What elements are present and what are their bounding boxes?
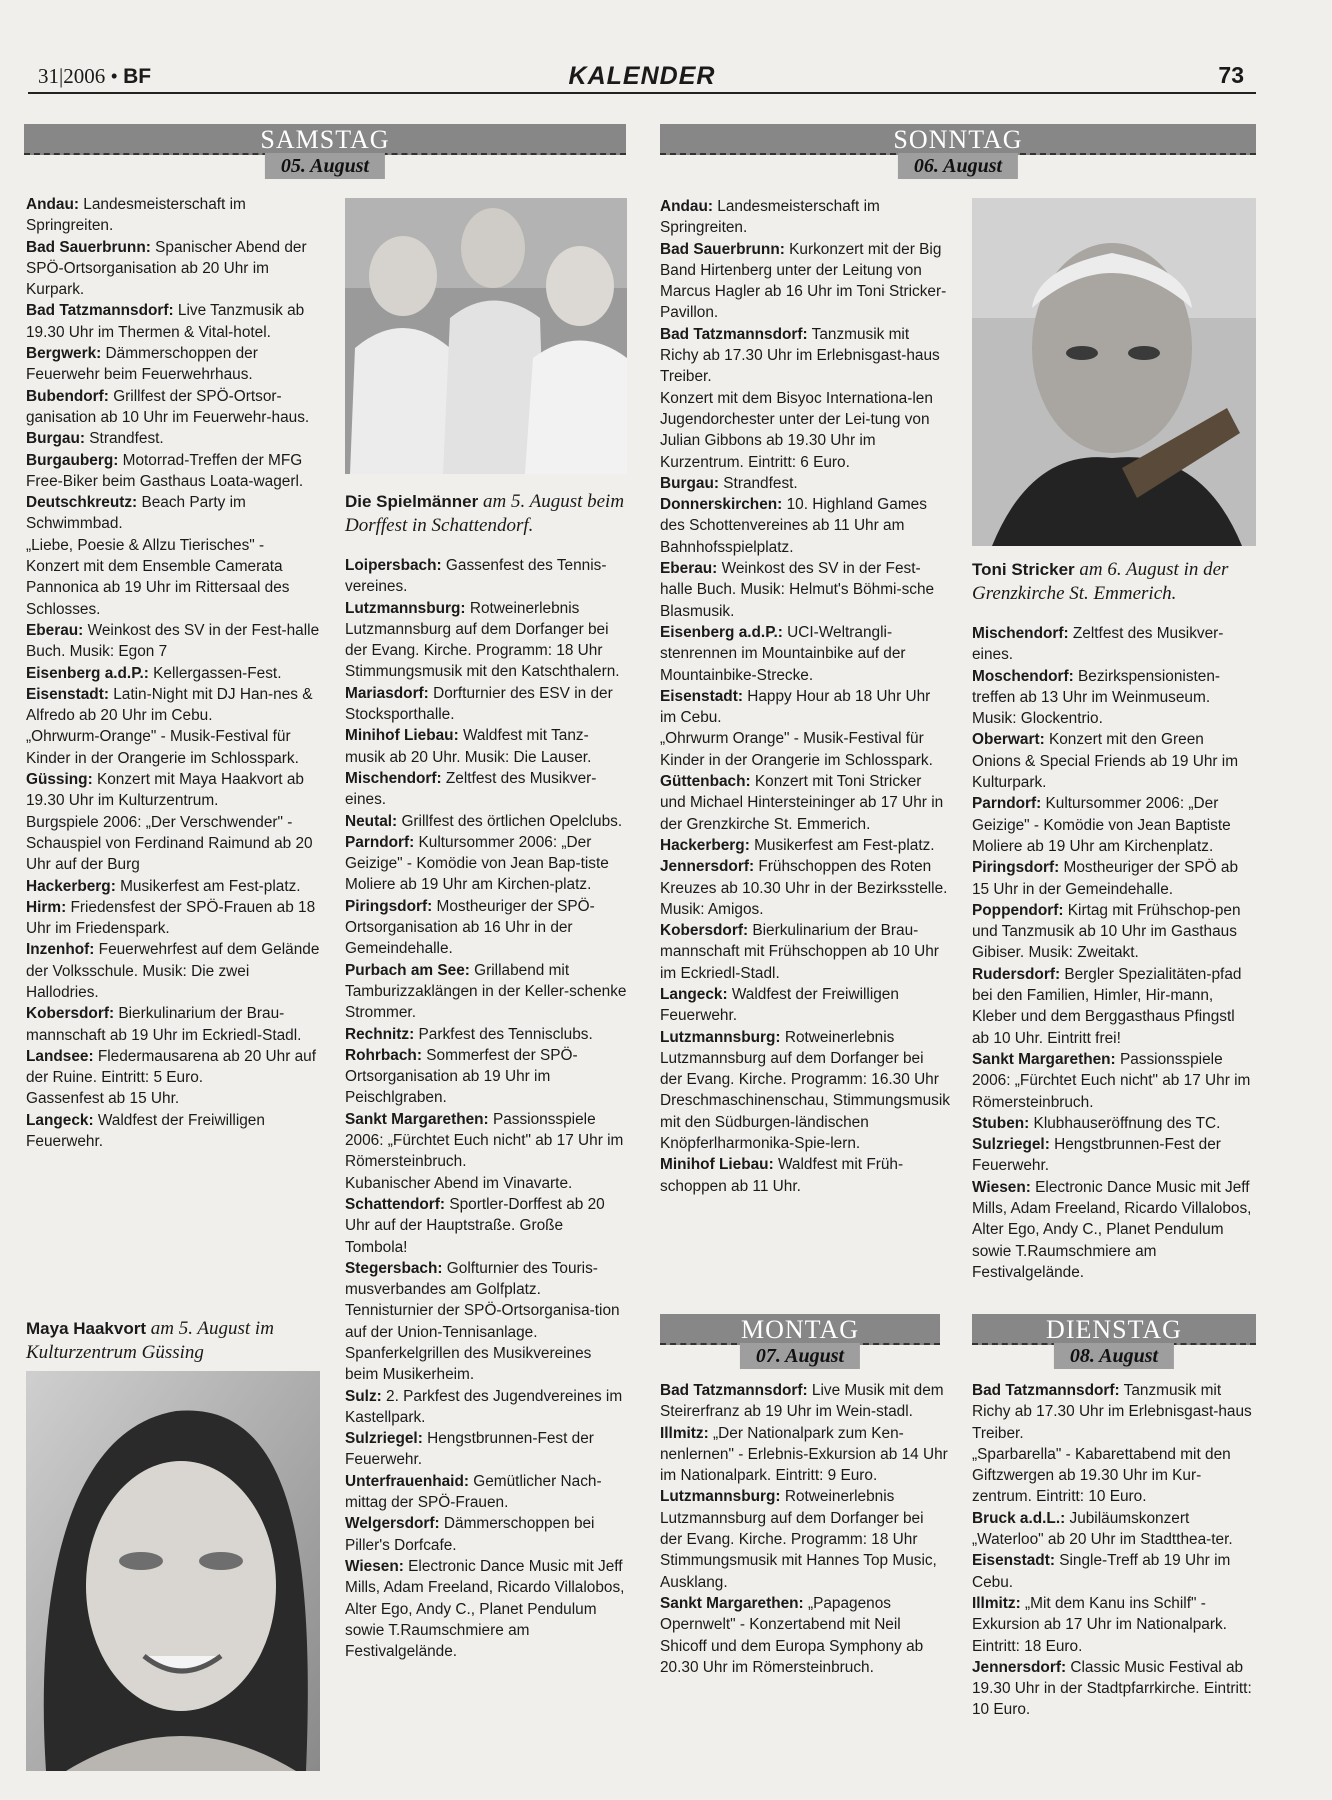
event-entry [972,793,1256,857]
event-text: Live Musik mit dem Steirerfranz ab 19 Uhr im Wein-stadl. [660,1382,944,1421]
place-name: Burgauberg: [26,451,119,469]
place-name: Rechnitz: [345,1025,415,1043]
event-entry [345,555,627,598]
event-entry [345,896,627,960]
event-text: Dämmerschoppen bei Piller's Dorfcafe. [345,1515,595,1554]
event-text: Classic Music Festival ab 19.30 Uhr in der Stadtpfarrkirche. Eintritt: 10 Euro. [972,1658,1252,1719]
event-text: Passionsspiele 2006: „Fürchtet Euch nicht" ab 17 Uhr im Römersteinbruch. [345,1110,624,1171]
page-header [28,58,1256,94]
day-heading-dienstag [972,1314,1256,1372]
event-entry [660,324,950,388]
event-text: Landesmeisterschaft im Springreiten. [26,196,246,235]
event-text: Musikerfest am Fest-platz. [749,836,935,854]
event-text: Sportler-Dorffest ab 20 Uhr auf der Hauptstraße. Große Tombola! [345,1195,605,1256]
place-name: Deutschkreutz: [26,494,138,512]
event-entry [345,725,627,768]
event-entry [660,1027,950,1155]
montag-column [660,1380,950,1678]
event-text: Gassenfest des Tennis-vereines. [345,557,607,596]
event-entry [660,558,950,622]
event-text: Burgspiele 2006: „Der Verschwender" - Schauspiel von Ferdinand Raimund ab 20 Uhr auf der Burg [26,813,313,874]
day-heading-sonntag [660,124,1256,182]
event-text: Waldfest der Freiwilligen Feuerwehr. [660,985,899,1025]
event-entry [26,812,320,876]
place-name: Kobersdorf: [26,1005,115,1023]
page-number: 73 [1218,62,1244,88]
place-name: Parndorf: [345,833,415,851]
place-name: Bubendorf: [26,387,109,405]
caption-maya-haakvort: Maya Haakvort am 5. August im Kulturzentrum Güssing [26,1318,274,1363]
place-name: Minihof Liebau: [345,727,459,745]
place-name: Jennersdorf: [972,1658,1067,1676]
event-text: Friedensfest der SPÖ-Frauen ab 18 Uhr im Friedenspark. [26,898,316,938]
event-text: Feuerwehrfest auf dem Gelände der Volksschule. Musik: Die zwei Hallodries. [26,941,320,1001]
event-entry [972,666,1256,730]
event-entry [345,1386,627,1429]
event-text: Grillabend mit Tamburizzaklängen in der Keller-schenke Strommer. [345,961,627,1022]
place-name: Kobersdorf: [660,922,749,940]
event-entry [972,1508,1256,1551]
portrait-image [26,1371,320,1771]
event-text: Latin-Night mit DJ Han-nes & Alfredo ab 20 Uhr im Cebu. [26,685,313,725]
event-entry [26,620,320,663]
day-heading-montag [660,1314,940,1372]
event-entry [660,920,950,984]
event-text: Fledermausarena ab 20 Uhr auf der Ruine. Eintritt: 5 Euro. [26,1047,317,1087]
event-text: Gemütlicher Nach-mittag der SPÖ-Frauen. [345,1472,602,1512]
event-entry [660,984,950,1027]
place-name: Unterfrauenhaid: [345,1472,469,1490]
event-text: Tennisturnier der SPÖ-Ortsorganisa-tion auf der Union-Tennisanlage. [345,1302,620,1341]
event-text: Weinkost des SV in der Fest-halle Buch. Musik: Helmut's Böhmi-sche Blasmusik. [660,560,935,620]
place-name: Sankt Margarethen: [345,1110,489,1128]
event-text: Strandfest. [719,474,798,492]
event-entry [972,1550,1256,1593]
place-name: Bergwerk: [26,345,102,363]
caption-toni-stricker: Toni Stricker am 6. August in der Grenzkirche St. Emmerich. [972,559,1229,604]
event-text: Grillfest des örtlichen Opelclubs. [397,812,623,830]
place-name: Hackerberg: [26,877,116,895]
place-name: Mischendorf: [972,625,1069,642]
caption-spielmaenner: Die Spielmänner am 5. August beim Dorffest in Schattendorf. [345,491,625,536]
event-text: Single-Treff ab 19 Uhr im Cebu. [972,1552,1231,1591]
day-name: MONTAG [740,1315,860,1344]
event-text: Zeltfest des Musikver-eines. [345,769,597,809]
event-entry [26,876,320,897]
event-entry [660,771,950,835]
event-text: Kirtag mit Frühschop-pen und Tanzmusik ab 10 Uhr im Gasthaus Gibiser. Musik: Zweitakt. [972,901,1241,962]
event-entry [660,1593,950,1678]
event-text: Rotweinerlebnis Lutzmannsburg auf dem Dorfanger bei der Evang. Kirche. Programm: 18 Uhr Stimmungsmusik mit den Katschthalern. [345,599,620,681]
event-text: Dämmerschoppen der Feuerwehr beim Feuerwehrhaus. [26,345,258,384]
event-entry [345,811,627,832]
place-name: Eisenstadt: [972,1552,1055,1570]
event-text: „Mit dem Kanu ins Schilf" - Exkursion ab 17 Uhr im Nationalpark. Eintritt: 18 Euro. [972,1594,1227,1655]
event-entry [345,1300,627,1343]
event-text: Kultursommer 2006: „Der Geizige" - Komödie von Jean Baptiste Moliere ab 19 Uhr am Kirchenplatz. [972,795,1231,855]
place-name: Illmitz: [660,1424,709,1442]
samstag-column-1 [26,194,320,1152]
event-entry [345,1109,627,1173]
day-date: 08. August [1054,1343,1174,1369]
place-name: Lutzmannsburg: [345,599,466,617]
event-entry [26,194,320,237]
event-text: Passionsspiele 2006: „Fürchtet Euch nicht" ab 17 Uhr im Römersteinbruch. [972,1050,1251,1111]
event-entry [660,1423,950,1487]
event-entry [972,729,1256,793]
place-name: Andau: [660,198,714,215]
event-entry [345,960,627,1024]
day-date: 06. August [898,153,1018,179]
place-name: Güssing: [26,771,93,789]
event-text: Mostheuriger der SPÖ-Ortsorganisation ab 16 Uhr in der Gemeindehalle. [345,897,595,958]
event-text: Klubhauseröffnung des TC. [1029,1114,1221,1132]
place-name: Parndorf: [972,795,1042,813]
photo-spielmaenner [345,198,627,474]
place-name: Güttenbach: [660,773,751,791]
event-entry [345,1173,627,1194]
event-text: Live Tanzmusik ab 19.30 Uhr im Thermen & Vital-hotel. [26,302,305,341]
event-entry [660,239,950,324]
event-entry [660,473,950,494]
place-name: Minihof Liebau: [660,1156,774,1174]
event-text: „Der Nationalpark zum Ken-nenlernen" - Erlebnis-Exkursion ab 14 Uhr im Nationalpark. Eintritt: 9 Euro. [660,1424,948,1485]
event-text: „Liebe, Poesie & Allzu Tierisches" - Konzert mit dem Ensemble Camerata Pannonica ab 19 Uhr im Rittersaal des Schlosses. [26,536,290,618]
place-name: Mariasdorf: [345,684,429,702]
event-entry [972,964,1256,1049]
place-name: Eisenstadt: [26,685,109,703]
event-entry [660,835,950,856]
event-entry [345,1258,627,1301]
event-entry [345,1194,627,1258]
event-text: Electronic Dance Music mit Jeff Mills, Adam Freeland, Ricardo Villalobos, Alter Ego, Andy C., Planet Pendulum sowie T.Raumschmiere am Festivalgelände. [345,1557,625,1661]
event-entry [660,856,950,920]
event-text: Konzert mit Toni Stricker und Michael Hintersteininger ab 17 Uhr in der Grenzkirche St. Emmerich. [660,773,944,833]
place-name: Oberwart: [972,731,1045,749]
place-name: Illmitz: [972,1594,1021,1612]
group-photo-image [345,198,627,474]
event-entry [972,1049,1256,1113]
event-entry [345,683,627,726]
event-entry [26,535,320,620]
event-text: Bierkulinarium der Brau-mannschaft ab 19 Uhr im Eckriedl-Stadl. [26,1005,302,1044]
place-name: Jennersdorf: [660,858,755,876]
event-entry [26,769,320,812]
event-text: Hengstbrunnen-Fest der Feuerwehr. [972,1136,1221,1175]
event-text: Kellergassen-Fest. [148,664,282,682]
event-entry [660,196,950,239]
day-name: SONNTAG [893,125,1023,154]
event-text: Konzert mit den Green Onions & Special Friends ab 19 Uhr im Kulturpark. [972,731,1239,792]
event-text: Strandfest. [85,430,164,448]
event-text: 2. Parkfest des Jugendvereines im Kastellpark. [345,1387,623,1426]
event-entry [26,663,320,684]
place-name: Hackerberg: [660,836,750,854]
event-text: Waldfest mit Früh-schoppen ab 11 Uhr. [660,1156,904,1195]
place-name: Landsee: [26,1047,94,1065]
place-name: Poppendorf: [972,901,1064,919]
event-entry [972,857,1256,900]
event-entry [972,900,1256,964]
day-date: 05. August [265,153,385,179]
event-entry [345,1045,627,1109]
event-text: Musikerfest am Fest-platz. [115,877,301,895]
event-entry [26,1046,320,1089]
event-entry [26,1110,320,1153]
place-name: Bad Sauerbrunn: [660,240,785,258]
samstag-column-2 [345,555,627,1662]
place-name: Hirm: [26,898,67,916]
event-entry [660,1486,950,1592]
event-text: Waldfest mit Tanz-musik ab 20 Uhr. Musik: Die Lauser. [345,727,592,766]
event-entry [972,1380,1256,1444]
place-name: Bad Tatzmannsdorf: [660,325,808,343]
event-entry [972,1113,1256,1134]
place-name: Wiesen: [972,1178,1031,1196]
event-entry [345,598,627,683]
event-entry [26,386,320,429]
section-title: KALENDER [568,62,716,90]
place-name: Moschendorf: [972,667,1074,685]
event-text: Beach Party im Schwimmbad. [26,494,246,533]
place-name: Eisenstadt: [660,687,743,705]
event-text: Grillfest der SPÖ-Ortsor-ganisation ab 10 Uhr im Feuerwehr-haus. [26,387,310,426]
event-entry [26,237,320,301]
place-name: Purbach am See: [345,961,470,979]
event-entry [26,939,320,1003]
place-name: Mischendorf: [345,769,442,787]
event-text: Kultursommer 2006: „Der Geizige" - Komödie von Jean Bap-tiste Moliere ab 19 Uhr am Kirchen-platz. [345,833,609,894]
event-text: „Ohrwurm Orange" - Musik-Festival für Kinder in der Orangerie im Schlosspark. [660,730,933,769]
event-text: UCI-Weltrangli-stenrennen im Mountainbike auf der Mountainbike-Strecke. [660,623,906,684]
event-text: Gassenfest ab 15 Uhr. [26,1090,180,1108]
place-name: Langeck: [26,1111,94,1129]
event-text: Kubanischer Abend im Vinavarte. [345,1174,573,1192]
event-entry [26,684,320,727]
place-name: Eisenberg a.d.P.: [26,664,149,682]
event-entry [660,1380,950,1423]
event-text: „Ohrwurm-Orange" - Musik-Festival für Kinder in der Orangerie im Schlosspark. [26,728,299,767]
event-text: Tanzmusik mit Richy ab 17.30 Uhr im Erlebnisgast-haus Treiber. [972,1382,1252,1442]
place-name: Burgau: [26,430,85,448]
event-entry [972,1657,1256,1721]
place-name: Bruck a.d.L.: [972,1509,1066,1527]
place-name: Bad Tatzmannsdorf: [972,1382,1120,1399]
event-entry [26,726,320,769]
place-name: Donnerskirchen: [660,496,783,514]
event-entry [660,622,950,686]
event-entry [345,1471,627,1514]
event-text: Happy Hour ab 18 Uhr Uhr im Cebu. [660,687,931,727]
place-name: Burgau: [660,474,719,492]
event-text: Rotweinerlebnis Lutzmannsburg auf dem Dorfanger bei der Evang. Kirche. Programm: 18 Uhr Stimmungsmusik mit Hannes Top Music, Ausklang. [660,1488,937,1591]
issue-label: 31|2006 • BF [38,64,152,88]
event-text: Frühschoppen des Roten Kreuzes ab 10.30 Uhr in der Bezirksstelle. Musik: Amigos. [660,858,948,918]
place-name: Sulzriegel: [345,1430,423,1448]
place-name: Lutzmannsburg: [660,1488,781,1506]
place-name: Neutal: [345,812,398,830]
event-entry [26,428,320,449]
place-name: Inzenhof: [26,941,95,959]
event-text: „Sparbarella" - Kabarettabend mit den Giftzwergen ab 19.30 Uhr im Kur-zentrum. Eintritt: 10 Euro. [972,1445,1231,1506]
event-entry [972,1593,1256,1657]
sonntag-column-1 [660,196,950,1197]
place-name: Stuben: [972,1114,1030,1132]
place-name: Bad Tatzmannsdorf: [26,302,174,320]
place-name: Rudersdorf: [972,965,1061,983]
place-name: Welgersdorf: [345,1515,440,1533]
event-text: Motorrad-Treffen der MFG Free-Biker beim Gasthaus Loata-wagerl. [26,451,304,490]
event-text: Bezirkspensionisten-treffen ab 13 Uhr im Weinmuseum. Musik: Glockentrio. [972,667,1221,728]
portrait-image [972,198,1256,546]
event-entry [345,1343,627,1386]
event-entry [345,832,627,896]
day-date: 07. August [740,1343,860,1369]
place-name: Piringsdorf: [972,859,1060,877]
event-entry [345,1513,627,1556]
event-text: „Papagenos Opernwelt" - Konzertabend mit Neil Shicoff und dem Europa Symphony ab 20.30 Uhr im Römersteinbruch. [660,1594,924,1676]
event-text: Parkfest des Tennisclubs. [414,1025,593,1043]
event-text: Konzert mit Maya Haakvort ab 19.30 Uhr im Kulturzentrum. [26,771,304,810]
place-name: Bad Tatzmannsdorf: [660,1382,808,1399]
event-text: Weinkost des SV in der Fest-halle Buch. Musik: Egon 7 [26,621,320,661]
place-name: Stegersbach: [345,1259,443,1277]
place-name: Sankt Margarethen: [972,1050,1116,1068]
event-entry [26,450,320,493]
event-entry [660,388,950,473]
event-entry [345,1024,627,1045]
event-entry [345,1428,627,1471]
place-name: Eberau: [660,560,718,578]
event-text: Zeltfest des Musikver-eines. [972,625,1224,664]
event-entry [660,494,950,558]
event-text: Rotweinerlebnis Lutzmannsburg auf dem Dorfanger bei der Evang. Kirche. Programm: 16.30 Uhr Dreschmaschinenschau, Stimmungsmusik mit den Südburgen-ländischen Knöpferlharmonika-Spie-lern. [660,1028,950,1153]
event-text: Spanischer Abend der SPÖ-Ortsorganisation ab 20 Uhr im Kurpark. [26,238,307,299]
event-entry [345,1556,627,1662]
event-text: Golfturnier des Touris-musverbandes am Golfplatz. [345,1259,598,1299]
event-text: Bierkulinarium der Brau-mannschaft mit Frühschoppen ab 10 Uhr im Eckriedl-Stadl. [660,922,939,982]
event-text: Tanzmusik mit Richy ab 17.30 Uhr im Erlebnisgast-haus Treiber. [660,325,940,386]
day-name: DIENSTAG [1046,1315,1182,1344]
event-entry [660,686,950,729]
photo-toni-stricker [972,198,1256,546]
event-entry [345,768,627,811]
event-entry [972,1444,1256,1508]
event-text: Sommerfest der SPÖ-Ortsorganisation ab 19 Uhr im Peischlgraben. [345,1046,578,1107]
place-name: Loipersbach: [345,557,442,574]
event-entry [660,728,950,771]
place-name: Eisenberg a.d.P.: [660,623,783,641]
place-name: Langeck: [660,985,728,1003]
event-text: Electronic Dance Music mit Jeff Mills, Adam Freeland, Ricardo Villalobos, Alter Ego, Andy C., Planet Pendulum sowie T.Raumschmiere am Festivalgelände. [972,1178,1252,1281]
event-text: Waldfest der Freiwilligen Feuerwehr. [26,1111,265,1151]
dienstag-column [972,1380,1256,1721]
place-name: Schattendorf: [345,1195,446,1213]
place-name: Sankt Margarethen: [660,1594,804,1612]
event-entry [972,623,1256,666]
place-name: Eberau: [26,621,84,639]
place-name: Andau: [26,196,80,213]
place-name: Sulzriegel: [972,1136,1050,1154]
event-entry [26,343,320,386]
event-text: Mostheuriger der SPÖ ab 15 Uhr in der Gemeindehalle. [972,859,1239,898]
place-name: Wiesen: [345,1557,404,1575]
event-text: Bergler Spezialitäten-pfad bei den Familien, Himler, Hir-mann, Kleber und dem Berggasthaus Pfingstl ab 10 Uhr. Eintritt frei! [972,965,1242,1047]
event-text: 10. Highland Games des Schottenvereines ab 11 Uhr am Bahnhofsspielplatz. [660,496,927,556]
event-entry [26,1088,320,1109]
sonntag-column-2 [972,623,1256,1283]
day-name: SAMSTAG [260,125,390,154]
event-entry [972,1177,1256,1283]
event-text: Spanferkelgrillen des Musikvereines beim Musikerheim. [345,1344,592,1384]
event-entry [660,1154,950,1197]
event-entry [26,492,320,535]
event-text: Konzert mit dem Bisyoc Internationa-len Jugendorchester unter der Lei-tung von Julian Gibbons ab 19.30 Uhr im Kurzentrum. Eintritt: 6 Euro. [660,389,933,471]
photo-maya-haakvort [26,1371,320,1771]
event-text: Jubiläumskonzert „Waterloo" ab 20 Uhr im Stadtthea-ter. [972,1509,1233,1549]
event-entry [26,897,320,940]
event-entry [26,300,320,343]
place-name: Piringsdorf: [345,897,433,915]
event-entry [972,1134,1256,1177]
place-name: Sulz: [345,1387,382,1405]
event-text: Landesmeisterschaft im Springreiten. [660,198,880,237]
event-entry [26,1003,320,1046]
event-text: Dorfturnier des ESV in der Stocksporthalle. [345,684,613,724]
place-name: Bad Sauerbrunn: [26,238,151,256]
event-text: Hengstbrunnen-Fest der Feuerwehr. [345,1430,594,1469]
day-heading-samstag [24,124,626,182]
place-name: Rohrbach: [345,1046,422,1064]
event-text: Kurkonzert mit der Big Band Hirtenberg unter der Leitung von Marcus Hagler ab 16 Uhr im Toni Stricker-Pavillon. [660,240,947,322]
place-name: Lutzmannsburg: [660,1028,781,1046]
